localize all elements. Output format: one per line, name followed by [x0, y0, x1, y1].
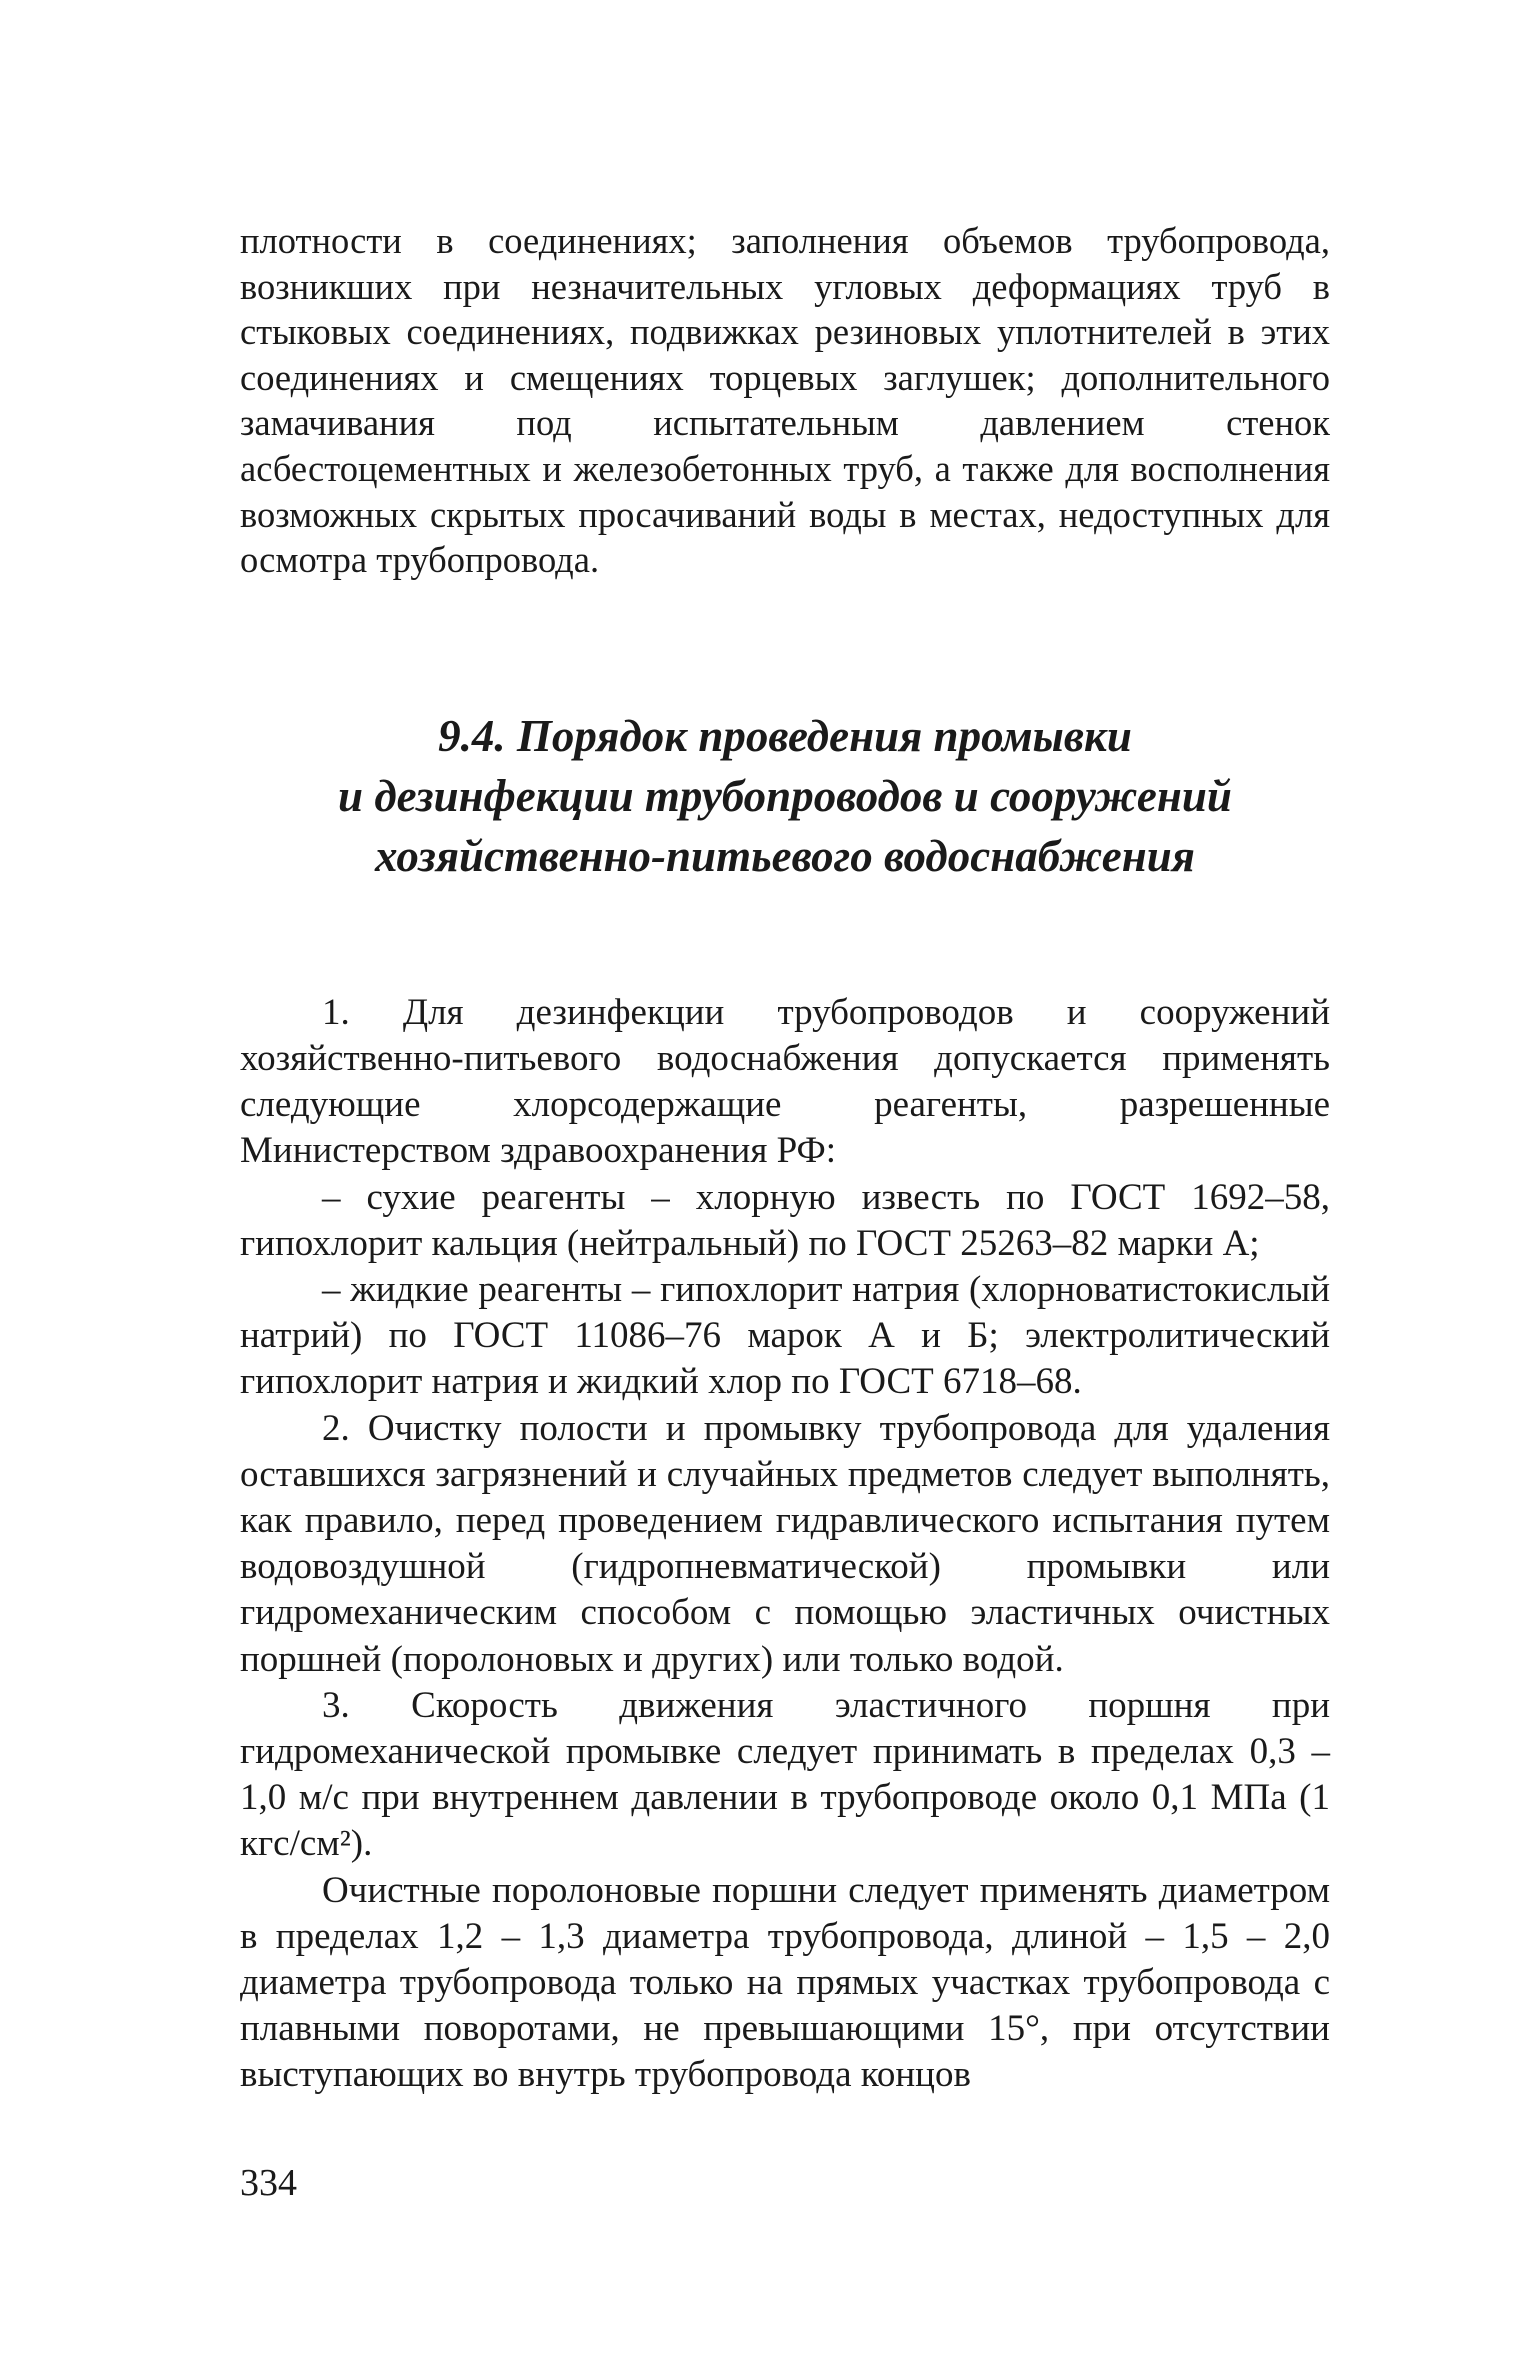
section-heading-line: 9.4. Порядок проведения промывки: [438, 710, 1132, 761]
section-body: [240, 990, 1330, 2099]
paragraph-item-1: 1. Для дезинфекции трубопроводов и сооружений хозяйственно-питьевого водоснабжения допускается применять следующие хлорсодержащие реагенты, разрешенные Министерством здравоохранения РФ:: [240, 991, 1330, 1172]
paragraph-pistons: Очистные поролоновые поршни следует применять диаметром в пределах 1,2 – 1,3 диаметра трубопровода, длиной – 1,5 – 2,0 диаметра трубопровода только на прямых участках трубопровода с плавными поворотами, не превышающими 15°, при отсутствии выступающих во внутрь трубопровода концов: [240, 1869, 1330, 2096]
section-heading-line: и дезинфекции трубопроводов и сооружений: [338, 770, 1232, 821]
page-number: 334: [240, 2162, 297, 2204]
section-heading-line: хозяйственно-питьевого водоснабжения: [375, 830, 1195, 881]
page-content: [240, 218, 1330, 2099]
paragraph-item-2: 2. Очистку полости и промывку трубопровода для удаления оставшихся загрязнений и случайных предметов следует выполнять, как правило, перед проведением гидравлического испытания путем водовоздушной (гидропневматической) промывки или гидромеханическим способом с помощью эластичных очистных поршней (поролоновых и других) или только водой.: [240, 1407, 1330, 1680]
intro-paragraph: плотности в соединениях; заполнения объемов трубопровода, возникших при незначительных угловых деформациях труб в стыковых соединениях, подвижках резиновых уплотнителей в этих соединениях и смещениях торцевых заглушек; дополнительного замачивания под испытательным давлением стенок асбестоцементных и железобетонных труб, а также для восполнения возможных скрытых просачиваний воды в местах, недоступных для осмотра трубопровода.: [240, 220, 1330, 581]
paragraph-liquid-reagents: – жидкие реагенты – гипохлорит натрия (хлорноватистокислый натрий) по ГОСТ 11086–76 марок А и Б; электролитический гипохлорит натрия и жидкий хлор по ГОСТ 6718–68.: [240, 1268, 1330, 1403]
paragraph-item-3: 3. Скорость движения эластичного поршня при гидромеханической промывке следует принимать в пределах 0,3 – 1,0 м/с при внутреннем давлении в трубопроводе около 0,1 МПа (1 кгс/см²).: [240, 1684, 1330, 1865]
section-heading: [240, 706, 1330, 886]
paragraph-dry-reagents: – сухие реагенты – хлорную известь по ГОСТ 1692–58, гипохлорит кальция (нейтральный) по ГОСТ 25263–82 марки А;: [240, 1176, 1330, 1264]
